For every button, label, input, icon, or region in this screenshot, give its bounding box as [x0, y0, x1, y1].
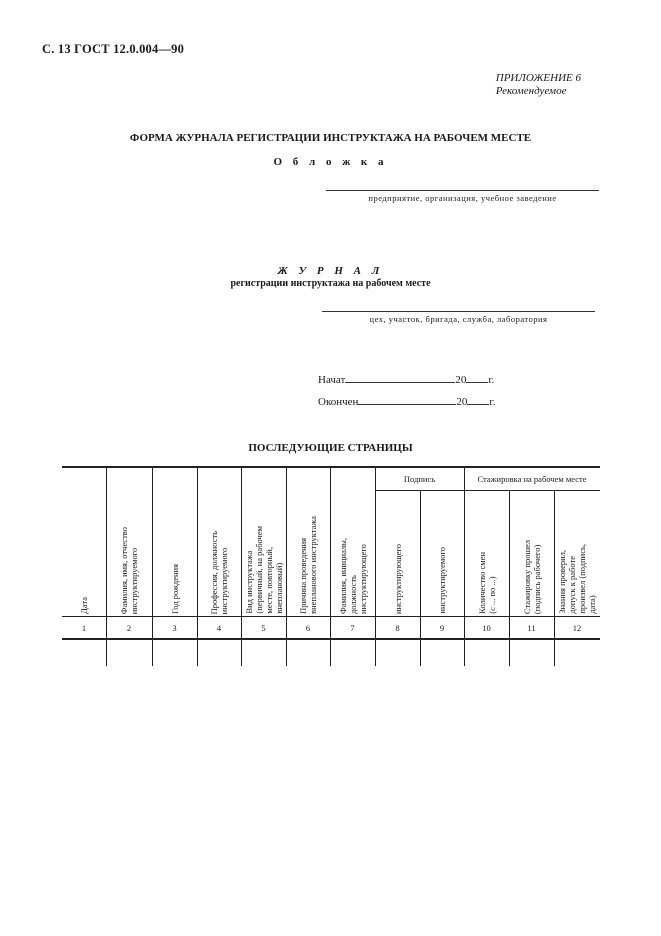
col-header-text: Количество смен (с ... по ...) — [476, 552, 497, 614]
col-header-date — [62, 470, 106, 614]
ended-label: Окончен — [318, 396, 359, 408]
department-caption: цех, участок, бригада, служба, лаборатория — [369, 314, 548, 324]
col-header-internship-passed — [509, 494, 554, 614]
col-number: 12 — [572, 623, 582, 633]
next-pages-title: ПОСЛЕДУЮЩИЕ СТРАНИЦЫ — [248, 442, 413, 454]
col-number: 6 — [305, 623, 311, 633]
col-number: 3 — [172, 623, 177, 633]
col-number: 11 — [527, 623, 536, 633]
col-header-profession — [197, 470, 241, 614]
col-header-briefing-type — [241, 470, 286, 614]
group-divider-line — [375, 490, 600, 491]
appendix-block — [496, 72, 581, 98]
ended-year-suffix: г. — [489, 396, 496, 408]
cover-title: О б л о ж к а — [273, 156, 388, 168]
col-header-text: Дата — [79, 597, 89, 614]
appendix-label: ПРИЛОЖЕНИЕ 6 — [495, 72, 581, 84]
form-title: ФОРМА ЖУРНАЛА РЕГИСТРАЦИИ ИНСТРУКТАЖА НА РАБОЧЕМ МЕСТЕ — [129, 132, 532, 144]
page-header: С. 13 ГОСТ 12.0.004—90 — [42, 42, 185, 56]
col-header-text: инструктирующего — [392, 544, 403, 614]
enterprise-line — [326, 190, 599, 191]
col-number: 5 — [261, 623, 266, 633]
col-number: 8 — [395, 623, 400, 633]
col-number: 7 — [350, 623, 355, 633]
col-header-birth-year — [152, 470, 197, 614]
ended-year-blank — [467, 394, 489, 405]
col-header-name — [106, 470, 152, 614]
col-header-text: Вид инструктажа (первичный, на рабочем месте, повторный, внеплановый) — [243, 526, 284, 614]
started-field — [318, 372, 494, 386]
ended-field — [318, 394, 495, 408]
col-header-instructor — [330, 470, 375, 614]
col-header-reason — [286, 470, 330, 614]
col-header-text: Год рождения — [169, 564, 180, 614]
col-number: 2 — [126, 623, 132, 633]
header-bottom-line — [62, 616, 600, 617]
department-line — [322, 311, 595, 312]
enterprise-caption: предприятие, организация, учебное заведение — [368, 193, 557, 203]
started-year-blank — [466, 372, 488, 383]
col-header-shift-count — [464, 494, 509, 614]
col-number: 9 — [439, 623, 445, 633]
col-number: 1 — [81, 623, 87, 633]
internship-group-label: Стажировка на рабочем месте — [477, 474, 587, 484]
col-number: 10 — [482, 623, 491, 633]
col-header-knowledge-checked — [554, 494, 600, 614]
col-header-text: Профессия, должность инструктируемого — [209, 530, 229, 614]
table-top-border — [62, 466, 600, 468]
ended-year-prefix: 20 — [456, 396, 468, 408]
numbers-bottom-line — [62, 638, 600, 640]
col-header-text: Фамилия, инициалы, должность инструктирующего — [337, 537, 368, 614]
started-label: Начат — [318, 374, 346, 386]
ended-blank — [358, 394, 456, 405]
col-header-text: Знания проверил, допуск к работе произвел (подпись, дата) — [557, 544, 597, 614]
col-header-text: Фамилия, имя, отчество инструктируемого — [119, 526, 139, 614]
col-header-text: Стажировку прошел (подпись рабочего) — [521, 539, 542, 614]
col-header-sign-instructor — [375, 494, 420, 614]
appendix-note: Рекомендуемое — [495, 85, 567, 97]
started-year-prefix: 20 — [455, 374, 467, 386]
col-header-text: Причина проведения внепланового инструктажа — [298, 516, 318, 614]
col-number: 4 — [216, 623, 222, 633]
journal-title: Ж У Р Н А Л — [277, 265, 384, 277]
col-header-text: инструктируемого — [437, 547, 447, 614]
started-blank — [345, 372, 455, 383]
col-header-sign-instructed — [420, 494, 464, 614]
started-year-suffix: г. — [488, 374, 495, 386]
signature-group-label: Подпись — [403, 474, 436, 484]
journal-subtitle: регистрации инструктажа на рабочем месте — [230, 278, 431, 289]
